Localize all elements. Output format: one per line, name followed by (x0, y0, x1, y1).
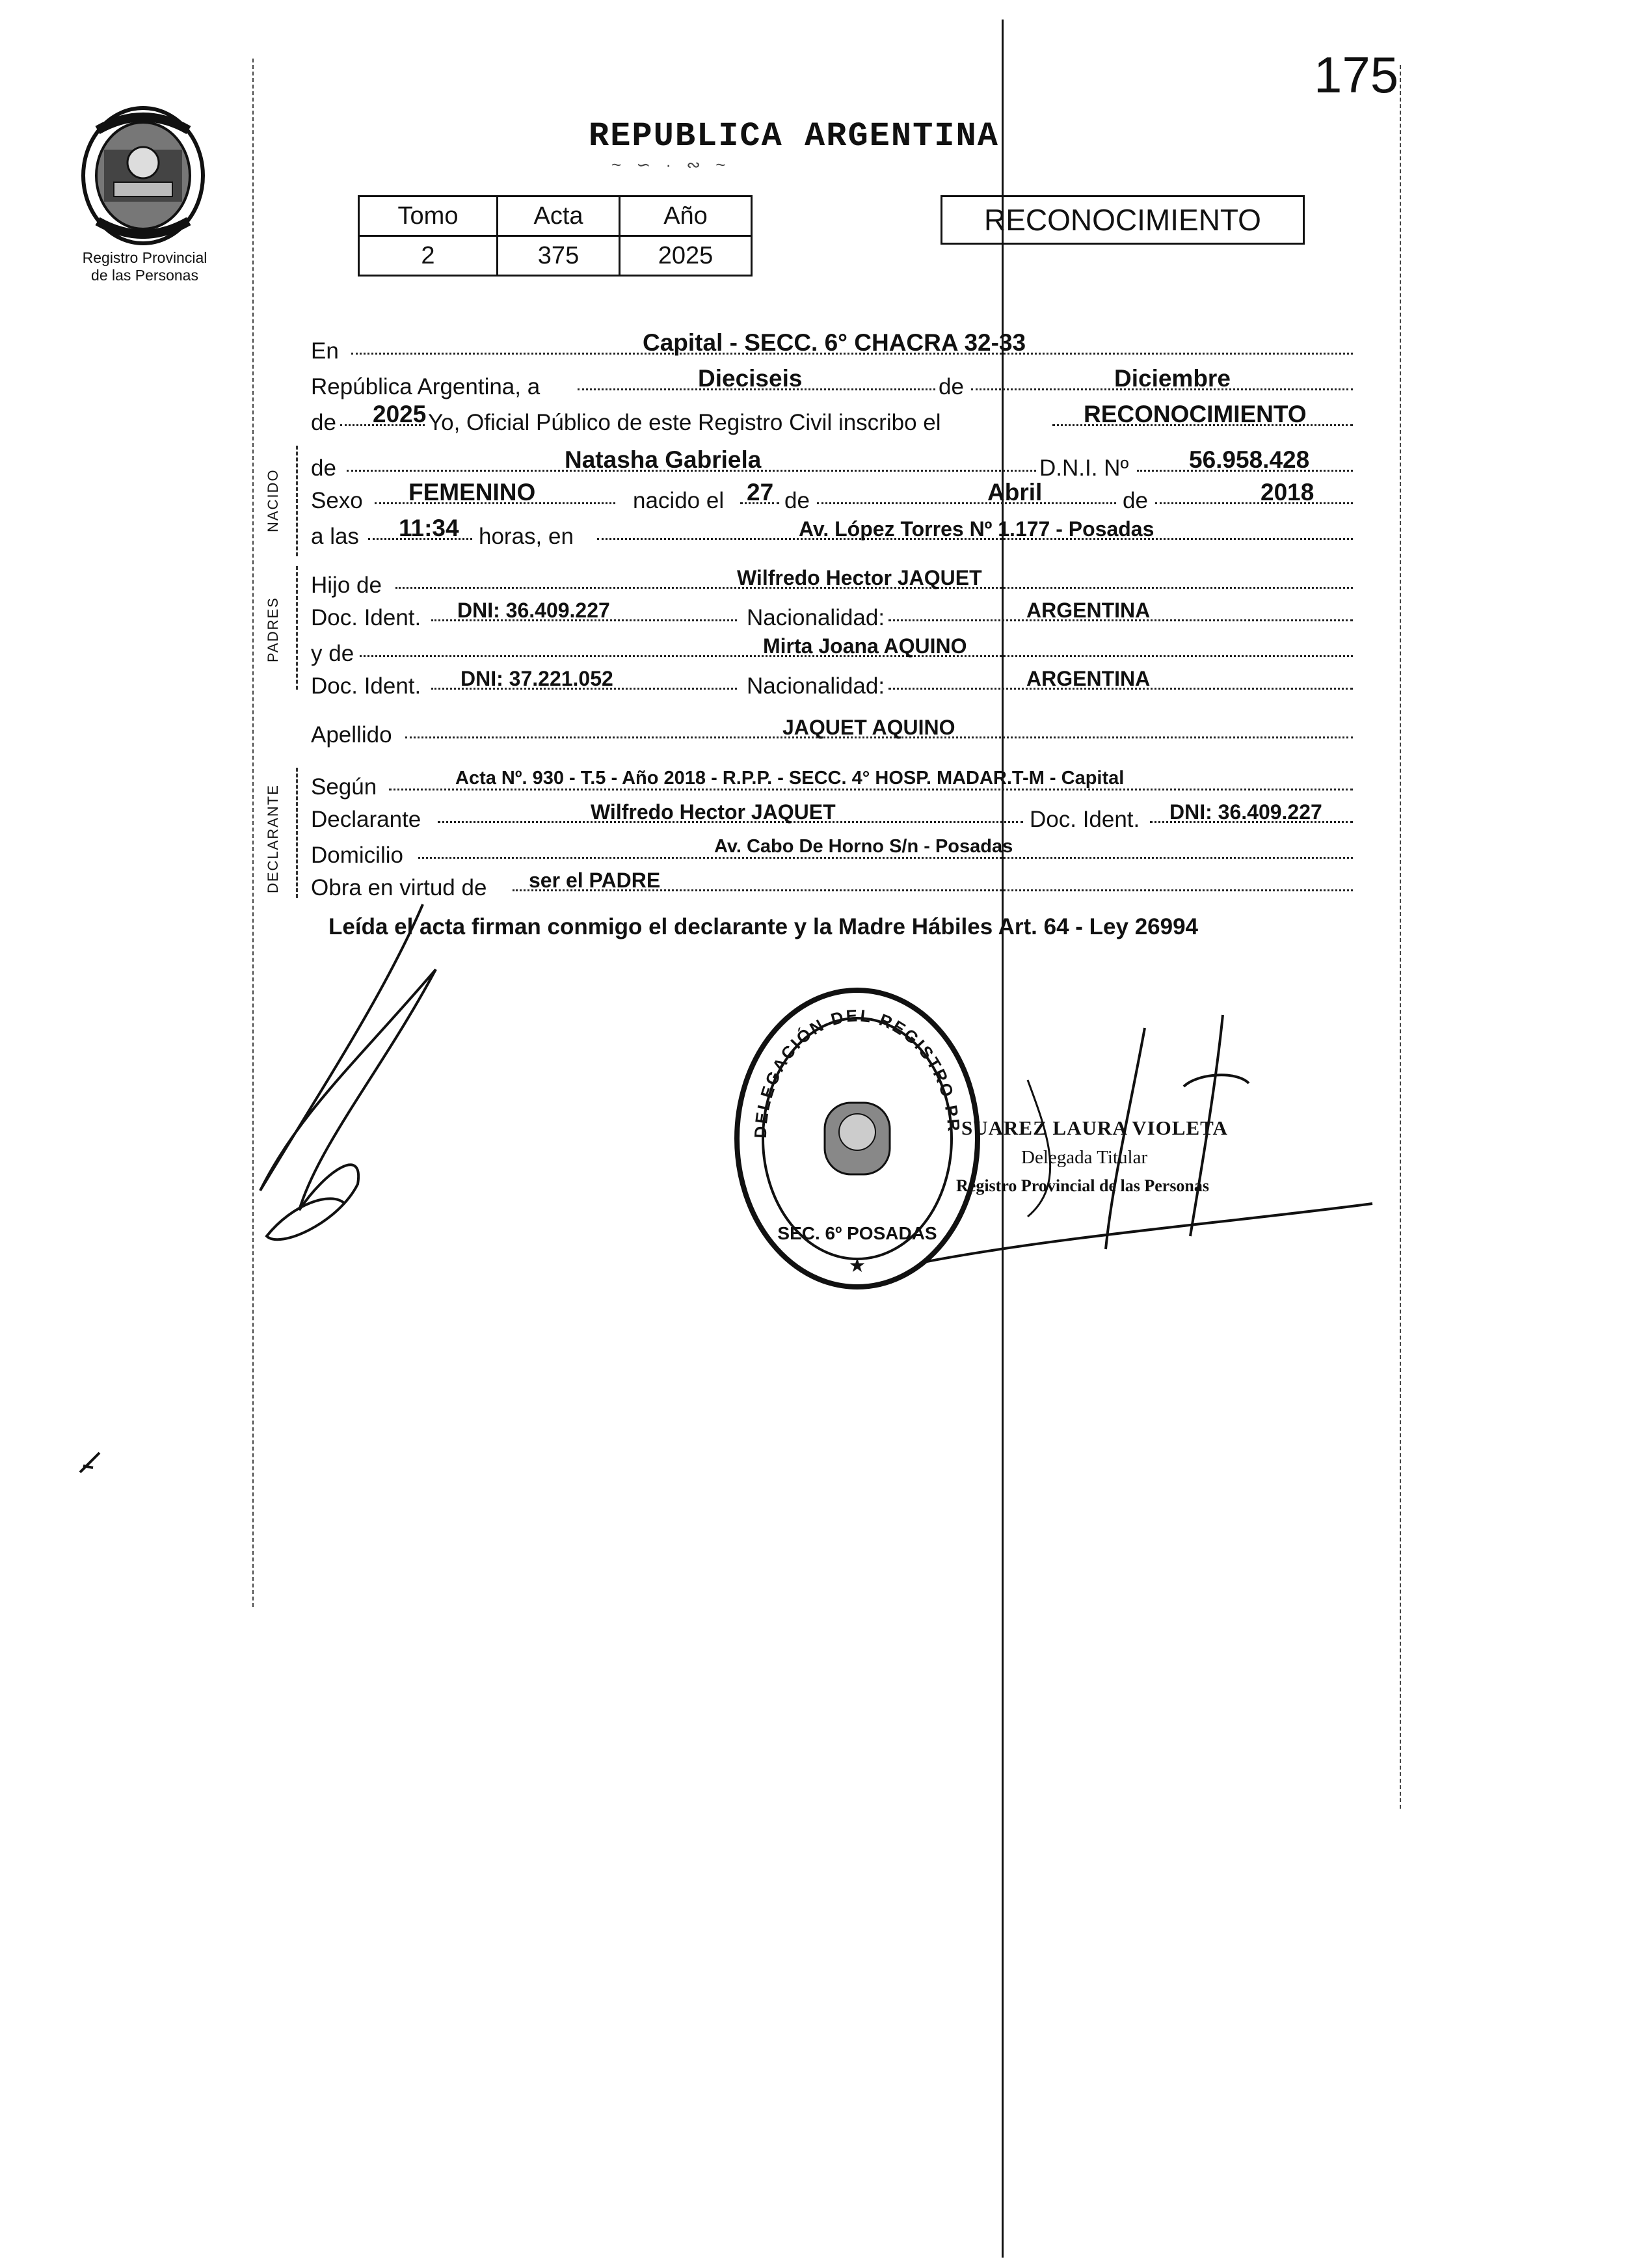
logo-caption (59, 249, 231, 284)
row-en (311, 329, 1365, 364)
table-value-ano: 2025 (620, 236, 752, 276)
year-prefix-label: de (311, 410, 336, 435)
acta-reference-table (358, 195, 753, 277)
page-number: 175 (1314, 46, 1399, 103)
document-type-box: RECONOCIMIENTO (941, 195, 1305, 245)
nacido-label: nacido el (633, 488, 725, 513)
row-inscribo (311, 403, 1365, 436)
month-value: Diciembre (1114, 365, 1231, 392)
row-declarante (311, 800, 1365, 833)
row-obra (311, 869, 1365, 901)
inscribo-text: Yo, Oficial Público de este Registro Civil inscribo el (428, 410, 941, 435)
dni-label: D.N.I. Nº (1039, 455, 1129, 481)
father-nat-value: ARGENTINA (1026, 599, 1151, 622)
nacido-bracket (296, 446, 298, 556)
birth-place-value: Av. López Torres Nº 1.177 - Posadas (799, 517, 1154, 541)
officer-office: Registro Provincial de las Personas (956, 1176, 1210, 1195)
padres-bracket (296, 566, 298, 690)
row-time-place (311, 517, 1365, 550)
hijo-label: Hijo de (311, 573, 382, 598)
province-seal-logo (78, 104, 208, 247)
de-label: de (939, 374, 964, 399)
document-title: REPUBLICA ARGENTINA (589, 117, 999, 155)
en-label: En (311, 338, 339, 364)
stray-mark (77, 1450, 103, 1476)
row-segun (311, 768, 1365, 800)
table-header-ano: Año (620, 196, 752, 236)
dots (1155, 502, 1353, 504)
sexo-label: Sexo (311, 488, 363, 513)
doc1-label: Doc. Ident. (311, 605, 421, 630)
doc3-label: Doc. Ident. (1030, 807, 1140, 832)
obra-label: Obra en virtud de (311, 875, 487, 900)
doc2-label: Doc. Ident. (311, 673, 421, 699)
mother-nat-value: ARGENTINA (1026, 667, 1151, 690)
apellido-value: JAQUET AQUINO (782, 716, 955, 739)
dni-value: 56.958.428 (1189, 446, 1310, 473)
dots (817, 502, 1116, 504)
signature-left (221, 898, 481, 1262)
stamp-outer-text: DELEGACIÓN DEL REGISTRO PR (750, 1005, 965, 1139)
declarante-bracket (296, 768, 298, 898)
birth-day-value: 27 (747, 479, 774, 506)
segun-value: Acta Nº. 930 - T.5 - Año 2018 - R.P.P. - SECC. 4° HOSP. MADAR.T-M - Capital (455, 768, 1125, 789)
row-father (311, 566, 1365, 599)
logo-caption-line2: de las Personas (91, 267, 198, 284)
inscribo-value: RECONOCIMIENTO (1084, 401, 1307, 427)
nac2-label: Nacionalidad: (747, 673, 885, 699)
stamp-inner-text: SEC. 6º POSADAS (777, 1223, 937, 1243)
de3-label: de (784, 488, 810, 513)
side-label-padres: PADRES (265, 597, 281, 662)
declarante-label: Declarante (311, 807, 421, 832)
birth-year-value: 2018 (1261, 479, 1314, 506)
handwritten-mark: ~ ∽ · ∾ ~ (611, 155, 731, 174)
left-margin-line (252, 59, 254, 1607)
de4-label: de (1123, 488, 1148, 513)
de2-label: de (311, 455, 336, 481)
side-label-declarante: DECLARANTE (265, 784, 281, 893)
segun-label: Según (311, 774, 377, 800)
row-domicilio (311, 836, 1365, 869)
table-header-acta: Acta (498, 196, 620, 236)
birth-time-value: 11:34 (399, 515, 459, 541)
row-apellido (311, 716, 1365, 748)
birth-month-value: Abril (987, 479, 1043, 506)
svg-text:★: ★ (848, 1255, 866, 1276)
horas-label: horas, en (479, 524, 574, 549)
closing-statement: Leída el acta firman conmigo el declarante y la Madre Hábiles Art. 64 - Ley 26994 (328, 914, 1199, 939)
table-value-tomo: 2 (359, 236, 498, 276)
declarante-value: Wilfredo Hector JAQUET (591, 800, 836, 824)
declarante-doc-value: DNI: 36.409.227 (1169, 800, 1322, 824)
sexo-value: FEMENINO (408, 479, 536, 506)
apellido-label: Apellido (311, 722, 392, 748)
side-label-nacido: NACIDO (265, 468, 281, 532)
alas-label: a las (311, 524, 359, 549)
obra-value: ser el PADRE (529, 869, 661, 892)
domicilio-label: Domicilio (311, 843, 403, 868)
row-mother-doc (311, 667, 1365, 699)
row-father-doc (311, 599, 1365, 631)
officer-name: SUAREZ LAURA VIOLETA (961, 1116, 1228, 1139)
republica-label: República Argentina, a (311, 374, 540, 399)
logo-caption-line1: Registro Provincial (82, 249, 207, 266)
mother-name-value: Mirta Joana AQUINO (763, 634, 967, 658)
father-name-value: Wilfredo Hector JAQUET (737, 566, 982, 589)
row-sexo (311, 481, 1365, 514)
mother-doc-value: DNI: 37.221.052 (460, 667, 613, 690)
row-date (311, 365, 1365, 400)
child-name-value: Natasha Gabriela (565, 446, 762, 473)
nac1-label: Nacionalidad: (747, 605, 885, 630)
row-name (311, 446, 1365, 481)
row-mother (311, 634, 1365, 667)
year-value: 2025 (373, 401, 427, 427)
yde-label: y de (311, 641, 354, 666)
table-value-acta: 375 (498, 236, 620, 276)
signature-right (898, 1002, 1392, 1282)
en-value: Capital - SECC. 6° CHACRA 32-33 (643, 329, 1026, 356)
right-margin-line (1400, 65, 1401, 1809)
father-doc-value: DNI: 36.409.227 (457, 599, 610, 622)
officer-role: Delegada Titular (1021, 1147, 1148, 1168)
day-value: Dieciseis (698, 365, 803, 392)
domicilio-value: Av. Cabo De Horno S/n - Posadas (714, 836, 1013, 857)
table-header-tomo: Tomo (359, 196, 498, 236)
